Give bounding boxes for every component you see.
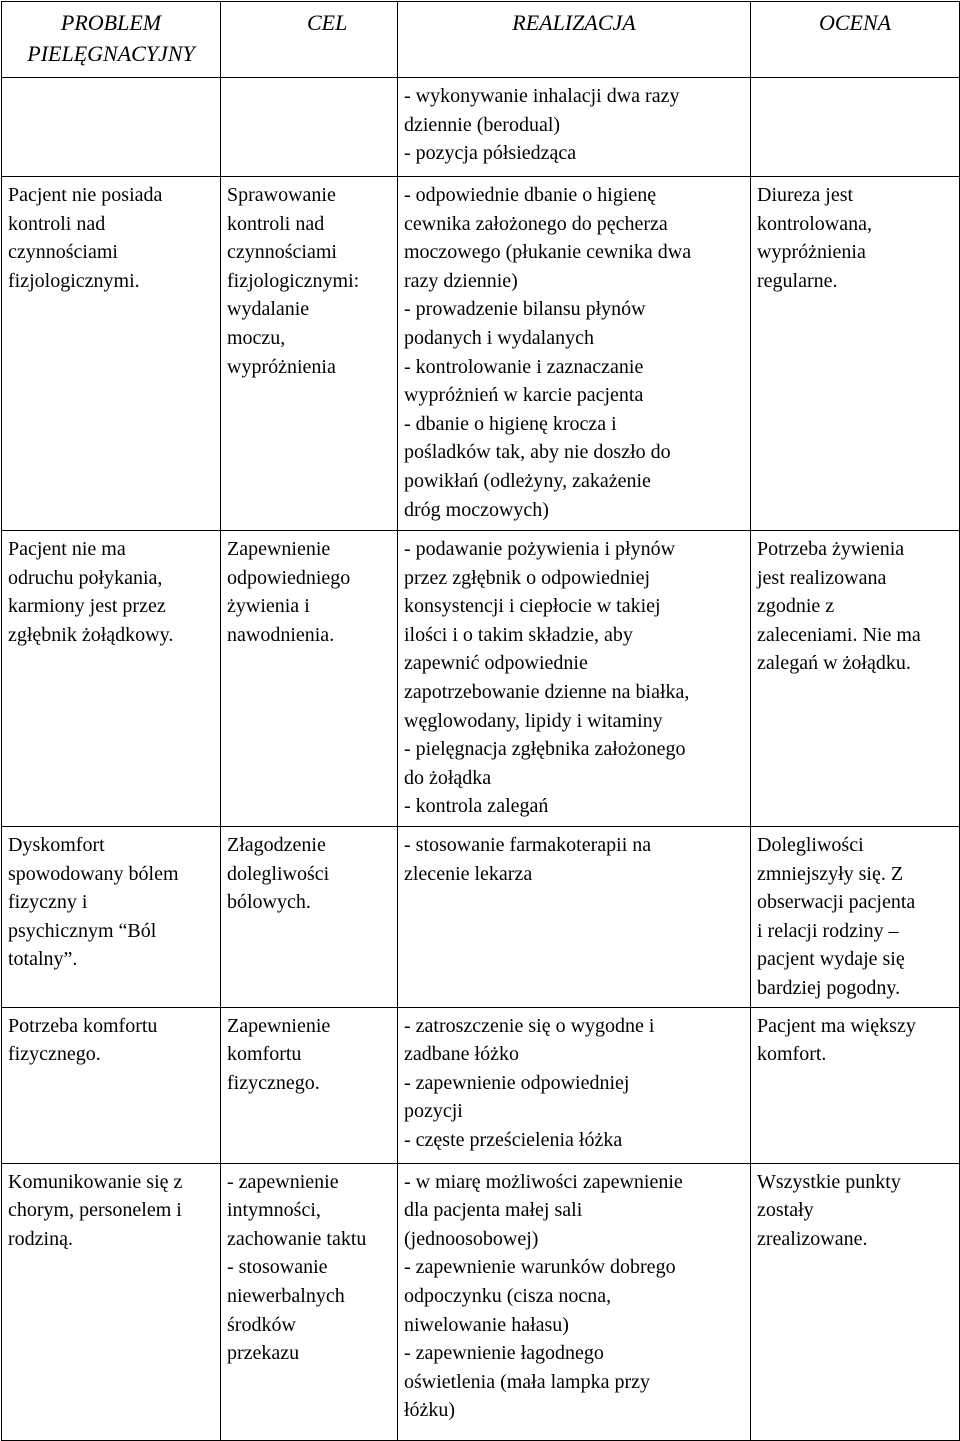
cell-problem: [2, 177, 221, 531]
cell-line: - stosowanie: [227, 1256, 328, 1279]
table-row: [2, 78, 960, 177]
cell-line: fizyczny i: [8, 891, 88, 914]
cell-line: (jednoosobowej): [404, 1227, 539, 1250]
cell-problem: [2, 1007, 221, 1163]
cell-line: komfort.: [757, 1043, 827, 1066]
cell-problem: [2, 827, 221, 1008]
cell-realizacja: [398, 1163, 751, 1440]
cell-line: wypróżnień w karcie pacjenta: [404, 384, 644, 407]
cell-line: Komunikowanie się z: [8, 1170, 183, 1193]
header-ocena: [751, 2, 960, 78]
cell-realizacja: [398, 531, 751, 827]
cell-line: fizjologicznymi:: [227, 269, 360, 292]
cell-line: bólowych.: [227, 891, 311, 914]
cell-line: - zapewnienie łagodnego: [404, 1342, 604, 1365]
cell-cel: [221, 531, 398, 827]
cell-line: spowodowany bólem: [8, 862, 179, 885]
cell-line: chorym, personelem i: [8, 1199, 182, 1222]
cell-line: Złagodzenie: [227, 834, 326, 856]
cell-line: podanych i wydalanych: [404, 326, 594, 349]
cell-realizacja: [398, 177, 751, 531]
cell-line: karmiony jest przez: [8, 595, 166, 618]
cell-line: - pielęgnacja zgłębnika założonego: [404, 738, 686, 761]
cell-line: - stosowanie farmakoterapii na: [404, 834, 652, 856]
cell-line: - pozycja półsiedząca: [404, 142, 577, 165]
cell-line: Wszystkie punkty: [757, 1170, 901, 1193]
table-row: [2, 1163, 960, 1440]
cell-line: dla pacjenta małej sali: [404, 1199, 583, 1222]
header-cel-label: CEL: [307, 10, 348, 35]
cell-cel: [221, 1007, 398, 1163]
cell-line: żywienia i: [227, 595, 310, 618]
cell-line: wypróżnienia: [227, 355, 336, 378]
cell-line: zgłębnik żołądkowy.: [8, 623, 174, 646]
cell-line: środków: [227, 1313, 296, 1336]
table-body: [2, 78, 960, 1441]
cell-line: pośladków tak, aby nie doszło do: [404, 441, 671, 464]
cell-line: zaleceniami. Nie ma: [757, 623, 921, 646]
cell-cel: [221, 177, 398, 531]
cell-line: odpoczynku (cisza nocna,: [404, 1284, 612, 1307]
cell-line: moczowego (płukanie cewnika dwa: [404, 241, 692, 264]
cell-line: kontroli nad: [8, 212, 106, 235]
header-cel: [221, 2, 398, 78]
cell-line: Dyskomfort: [8, 834, 105, 856]
header-problem-line: PROBLEM: [60, 10, 162, 35]
cell-line: moczu,: [227, 326, 286, 349]
cell-line: Dolegliwości: [757, 834, 864, 856]
header-row: [2, 2, 960, 78]
cell-line: zapewnić odpowiednie: [404, 652, 588, 675]
header-problem: [2, 2, 221, 78]
cell-line: dziennie (berodual): [404, 113, 561, 136]
cell-line: Pacjent nie ma: [8, 538, 126, 560]
cell-cel: [221, 1163, 398, 1440]
cell-line: powikłań (odleżyny, zakażenie: [404, 469, 651, 492]
cell-line: dróg moczowych): [404, 498, 549, 521]
cell-line: Diureza jest: [757, 184, 854, 206]
cell-line: przekazu: [227, 1342, 300, 1365]
care-plan-table: [1, 1, 960, 1441]
cell-line: zadbane łóżko: [404, 1043, 519, 1066]
cell-line: pozycji: [404, 1100, 463, 1123]
table-row: [2, 177, 960, 531]
cell-line: zrealizowane.: [757, 1227, 868, 1250]
cell-line: - zatroszczenie się o wygodne i: [404, 1014, 655, 1037]
table-row: [2, 827, 960, 1008]
header-realizacja-label: REALIZACJA: [512, 10, 636, 35]
cell-line: - zapewnienie odpowiedniej: [404, 1071, 630, 1094]
cell-line: zmniejszyły się. Z: [757, 862, 904, 885]
cell-line: niewerbalnych: [227, 1284, 345, 1307]
cell-line: jest realizowana: [757, 566, 887, 589]
cell-line: - prowadzenie bilansu płynów: [404, 298, 646, 321]
cell-line: kontrolowana,: [757, 212, 872, 235]
cell-line: konsystencji i ciepłocie w takiej: [404, 595, 661, 618]
cell-line: - częste prześcielenia łóżka: [404, 1128, 623, 1151]
cell-line: - zapewnienie: [227, 1170, 339, 1193]
cell-line: totalny”.: [8, 948, 78, 971]
cell-line: do żołądka: [404, 766, 492, 789]
cell-line: fizjologicznymi.: [8, 269, 140, 292]
cell-line: węglowodany, lipidy i witaminy: [404, 709, 663, 732]
cell-line: komfortu: [227, 1043, 302, 1066]
table-row: [2, 1007, 960, 1163]
cell-line: - podawanie pożywienia i płynów: [404, 538, 676, 560]
cell-cel: [221, 827, 398, 1008]
cell-line: zlecenie lekarza: [404, 862, 533, 885]
cell-line: psychicznym “Ból: [8, 919, 157, 942]
cell-problem: [2, 78, 221, 177]
cell-line: Potrzeba komfortu: [8, 1014, 158, 1037]
cell-line: razy dziennie): [404, 269, 518, 292]
cell-ocena: [751, 177, 960, 531]
cell-line: niwelowanie hałasu): [404, 1313, 569, 1336]
header-ocena-label: OCENA: [818, 10, 892, 35]
cell-line: odpowiedniego: [227, 566, 351, 589]
cell-line: - zapewnienie warunków dobrego: [404, 1256, 676, 1279]
cell-line: obserwacji pacjenta: [757, 891, 916, 914]
cell-line: zalegań w żołądku.: [757, 652, 911, 675]
cell-line: cewnika założonego do pęcherza: [404, 212, 668, 235]
cell-line: zachowanie taktu: [227, 1227, 367, 1250]
cell-line: pacjent wydaje się: [757, 948, 905, 971]
cell-line: nawodnienia.: [227, 623, 335, 646]
cell-line: - kontrolowanie i zaznaczanie: [404, 355, 644, 378]
cell-line: fizycznego.: [227, 1071, 320, 1094]
cell-line: - kontrola zalegań: [404, 795, 549, 818]
cell-line: czynnościami: [227, 241, 337, 264]
cell-cel: [221, 78, 398, 177]
cell-realizacja: [398, 78, 751, 177]
header-problem-line: PIELĘGNACYJNY: [27, 41, 195, 66]
cell-line: wydalanie: [227, 298, 310, 321]
cell-line: regularne.: [757, 269, 838, 292]
cell-line: wypróżnienia: [757, 241, 866, 264]
cell-line: Potrzeba żywienia: [757, 538, 905, 560]
cell-ocena: [751, 827, 960, 1008]
cell-problem: [2, 1163, 221, 1440]
cell-ocena: [751, 1007, 960, 1163]
cell-line: zgodnie z: [757, 595, 835, 618]
cell-line: intymności,: [227, 1199, 321, 1222]
cell-line: odruchu połykania,: [8, 566, 163, 589]
header-realizacja: [398, 2, 751, 78]
table-row: [2, 531, 960, 827]
cell-line: czynnościami: [8, 241, 118, 264]
cell-line: kontroli nad: [227, 212, 325, 235]
cell-realizacja: [398, 1007, 751, 1163]
cell-ocena: [751, 1163, 960, 1440]
cell-line: ilości i o takim składzie, aby: [404, 623, 633, 646]
cell-line: Pacjent nie posiada: [8, 184, 163, 206]
cell-ocena: [751, 531, 960, 827]
cell-line: przez zgłębnik o odpowiedniej: [404, 566, 651, 589]
cell-line: zostały: [757, 1199, 814, 1222]
cell-line: oświetlenia (mała lampka przy: [404, 1370, 651, 1393]
cell-line: rodziną.: [8, 1227, 73, 1250]
cell-line: Zapewnienie: [227, 1014, 331, 1037]
cell-problem: [2, 531, 221, 827]
cell-line: dolegliwości: [227, 862, 330, 885]
cell-line: - w miarę możliwości zapewnienie: [404, 1170, 683, 1193]
cell-line: Sprawowanie: [227, 184, 336, 206]
cell-line: bardziej pogodny.: [757, 976, 901, 999]
cell-line: i relacji rodziny –: [757, 919, 899, 942]
cell-line: Pacjent ma większy: [757, 1014, 916, 1037]
cell-line: - dbanie o higienę krocza i: [404, 412, 617, 435]
cell-realizacja: [398, 827, 751, 1008]
cell-line: - odpowiednie dbanie o higienę: [404, 184, 657, 206]
cell-line: fizycznego.: [8, 1043, 101, 1066]
cell-line: zapotrzebowanie dzienne na białka,: [404, 680, 690, 703]
cell-line: - wykonywanie inhalacji dwa razy: [404, 85, 680, 107]
cell-line: Zapewnienie: [227, 538, 331, 560]
cell-line: łóżku): [404, 1399, 456, 1422]
cell-ocena: [751, 78, 960, 177]
